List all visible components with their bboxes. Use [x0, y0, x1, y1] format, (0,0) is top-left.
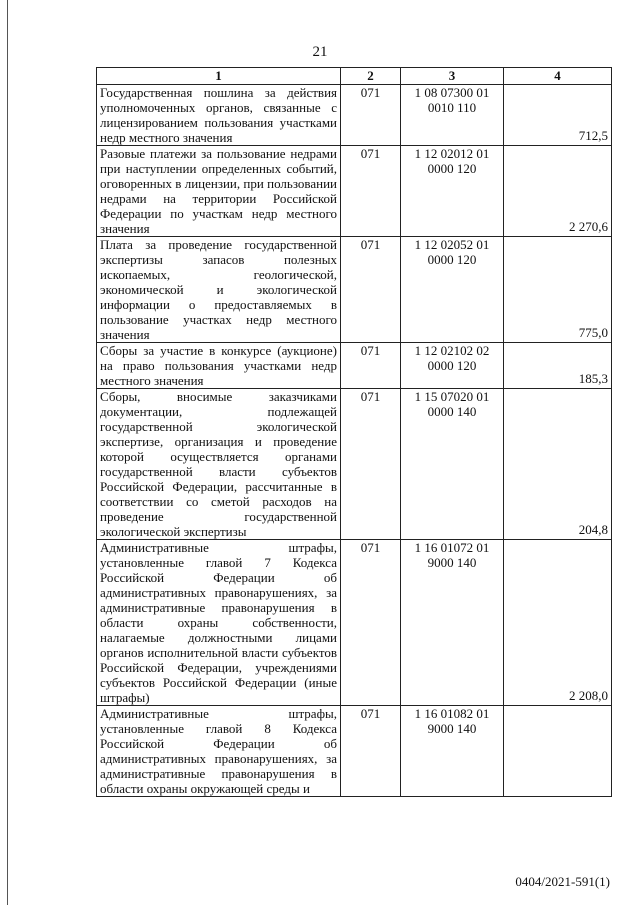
page-left-edge	[7, 0, 8, 905]
header-col-2: 2	[341, 68, 401, 85]
cell-amount: 204,8	[504, 389, 612, 540]
cell-name	[97, 343, 341, 389]
header-col-3: 3	[401, 68, 504, 85]
cell-amount: 775,0	[504, 237, 612, 343]
cell-amount: 185,3	[504, 343, 612, 389]
cell-admin-code: 071	[341, 146, 401, 237]
cell-admin-code: 071	[341, 85, 401, 146]
cell-classification-code: 1 16 01072 01 9000 140	[401, 540, 504, 706]
cell-admin-code: 071	[341, 540, 401, 706]
row-name-text: Плата за проведение государственной экспертизы запасов полезных ископаемых, геологической, экономической и экологической информации о предоставляемых в пользование участках недр местного значения	[100, 237, 337, 342]
cell-name	[97, 706, 341, 797]
table-row	[97, 85, 612, 146]
cell-name	[97, 237, 341, 343]
document-code: 0404/2021-591(1)	[515, 874, 610, 889]
table-row	[97, 540, 612, 706]
cell-admin-code: 071	[341, 706, 401, 797]
cell-name	[97, 389, 341, 540]
table-row	[97, 389, 612, 540]
cell-classification-code: 1 12 02012 01 0000 120	[401, 146, 504, 237]
cell-amount: 712,5	[504, 85, 612, 146]
cell-classification-code: 1 15 07020 01 0000 140	[401, 389, 504, 540]
cell-amount	[504, 706, 612, 797]
header-col-4: 4	[504, 68, 612, 85]
header-col-1: 1	[97, 68, 341, 85]
cell-classification-code: 1 08 07300 01 0010 110	[401, 85, 504, 146]
cell-name	[97, 146, 341, 237]
table-header-row	[97, 68, 612, 85]
table-row	[97, 146, 612, 237]
table-row	[97, 343, 612, 389]
cell-amount: 2 208,0	[504, 540, 612, 706]
row-name-text: Сборы, вносимые заказчиками документации, подлежащей государственной экологической экспертизе, организация и проведение которой осуществляется органами государственной власти субъектов Российской Федерации, рассчитанные в соответствии со сметой расходов на проведение государственной экологической экспертизы	[100, 389, 337, 539]
row-name-text: Государственная пошлина за действия уполномоченных органов, связанные с лицензированием пользования участками недр местного значения	[100, 85, 337, 145]
table-row	[97, 706, 612, 797]
cell-admin-code: 071	[341, 389, 401, 540]
cell-name	[97, 85, 341, 146]
row-name-text: Административные штрафы, установленные главой 8 Кодекса Российской Федерации об административных правонарушениях, за административные правонарушения в области охраны окружающей среды и	[100, 706, 337, 796]
cell-classification-code: 1 16 01082 01 9000 140	[401, 706, 504, 797]
cell-amount: 2 270,6	[504, 146, 612, 237]
cell-admin-code: 071	[341, 237, 401, 343]
row-name-text: Сборы за участие в конкурсе (аукционе) на право пользования участками недр местного значения	[100, 343, 337, 388]
revenue-table	[96, 67, 612, 797]
row-name-text: Административные штрафы, установленные главой 7 Кодекса Российской Федерации об административных правонарушениях, за административные правонарушения в области охраны собственности, налагаемые должностными лицами органов исполнительной власти субъектов Российской Федерации, учреждениями субъектов Российской Федерации (иные штрафы)	[100, 540, 337, 705]
cell-classification-code: 1 12 02052 01 0000 120	[401, 237, 504, 343]
cell-admin-code: 071	[341, 343, 401, 389]
table-row	[97, 237, 612, 343]
cell-name	[97, 540, 341, 706]
page-number: 21	[312, 44, 328, 60]
cell-classification-code: 1 12 02102 02 0000 120	[401, 343, 504, 389]
row-name-text: Разовые платежи за пользование недрами при наступлении определенных событий, оговоренных в лицензии, при пользовании недрами на территории Российской Федерации по участкам недр местного значения	[100, 146, 337, 236]
